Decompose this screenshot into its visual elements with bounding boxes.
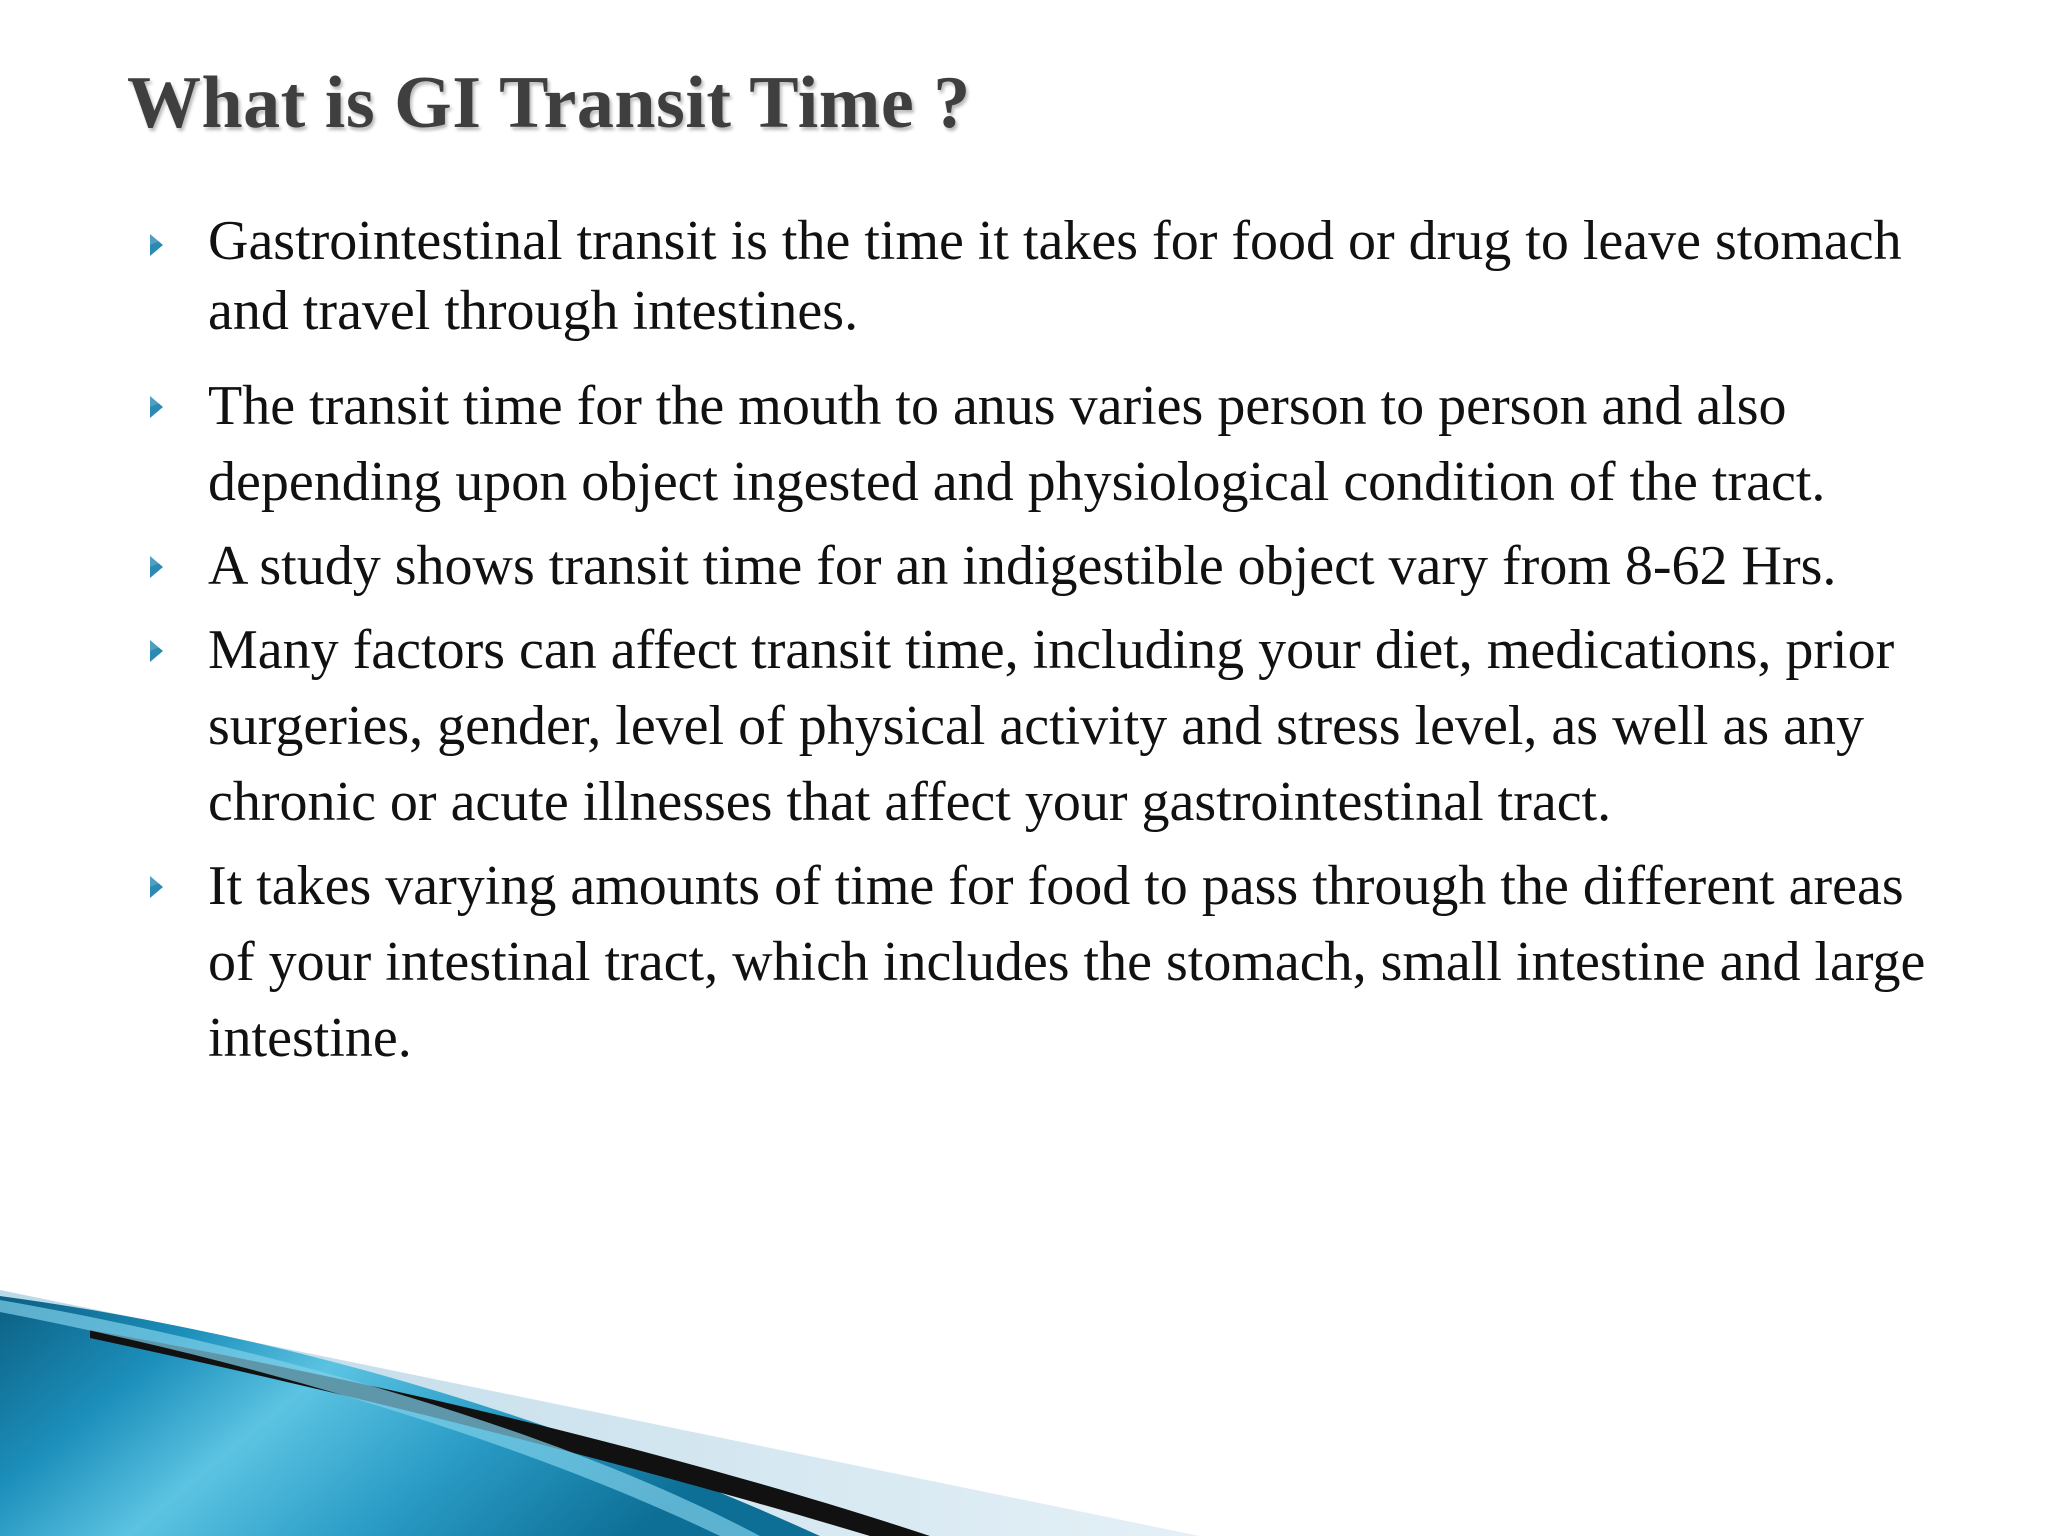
bullet-text: The transit time for the mouth to anus varies person to person and also depending upon object ingested and physiological condition of the tract. [208, 375, 1826, 513]
bullet-item [150, 848, 1940, 1076]
slide-title: What is GI Transit Time ? [127, 62, 971, 144]
bullet-text: A study shows transit time for an indigestible object vary from 8-62 Hrs. [208, 535, 1837, 597]
triangle-right-icon [150, 640, 163, 662]
triangle-right-icon [150, 234, 163, 256]
triangle-right-icon [150, 396, 163, 418]
bullet-item [150, 528, 1940, 604]
bullet-text: Gastrointestinal transit is the time it takes for food or drug to leave stomach and travel through intestines. [208, 210, 1902, 342]
bullet-item [150, 612, 1940, 840]
bullet-text: Many factors can affect transit time, including your diet, medications, prior surgeries, gender, level of physical activity and stress level, as well as any chronic or acute illnesses that affect your gastrointestinal tract. [208, 619, 1895, 833]
bullet-text: It takes varying amounts of time for food to pass through the different areas of your intestinal tract, which includes the stomach, small intestine and large intestine. [208, 855, 1926, 1069]
triangle-right-icon [150, 556, 163, 578]
bullet-list [150, 206, 1940, 1084]
bullet-item [150, 368, 1940, 520]
triangle-right-icon [150, 876, 163, 898]
bullet-item [150, 206, 1940, 346]
